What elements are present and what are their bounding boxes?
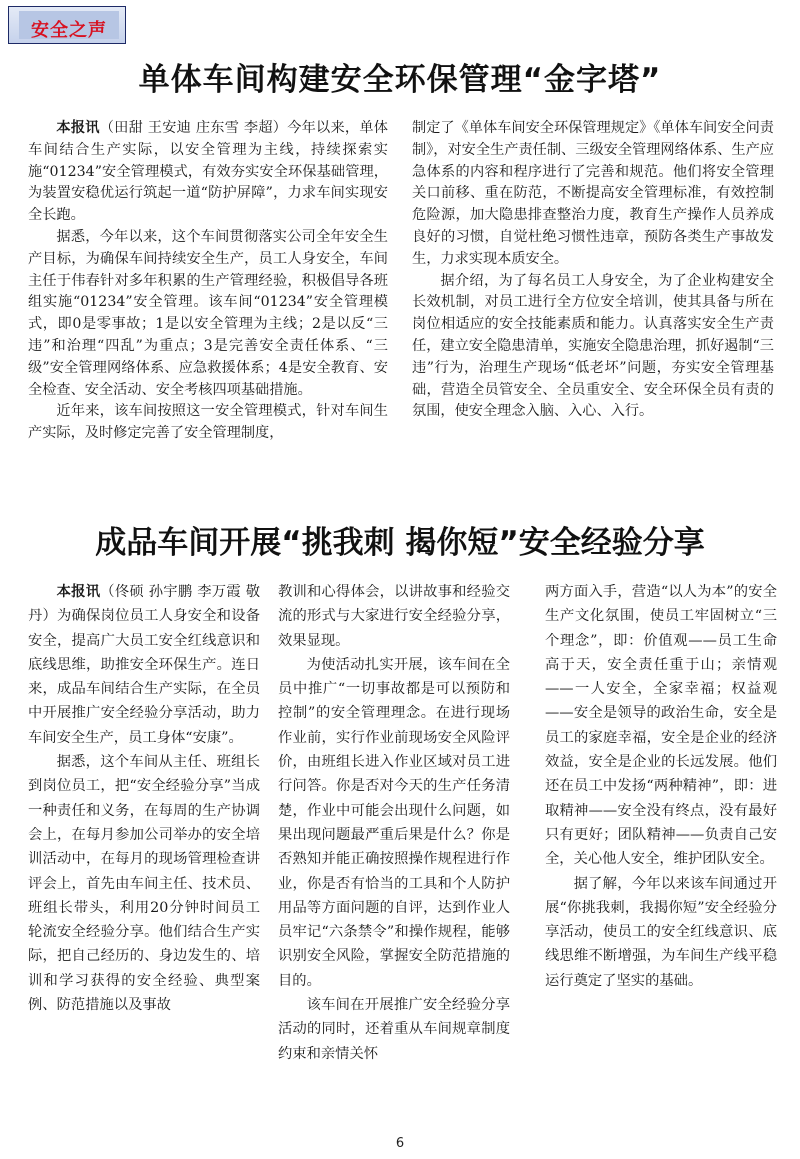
article2-title: 成品车间开展“挑我刺 揭你短”安全经验分享 — [95, 525, 705, 561]
article1-title: 单体车间构建安全环保管理“金字塔” — [138, 62, 662, 98]
page-number: 6 — [395, 1136, 405, 1151]
article1-column-right — [412, 118, 774, 423]
article1-byline: （田甜 王安迪 庄东雪 李超） — [99, 120, 288, 136]
article2-paragraph: 据悉，这个车间从主任、班组长到岗位员工，把“安全经验分享”当成一种责任和义务，在每周的生产协调会上，在每月参加公司举办的安全培训活动中，在每月的现场管理检查讲评会上，首先由车间主任、技术员、班组长带头，利用20分钟时间员工轮流安全经验分享。他们结合生产实际，把自己经历的、身边发生的、培训和学习获得的安全经验、典型案例、防范措施以及事故 — [28, 754, 260, 1014]
article1-paragraph: 本报讯（田甜 王安迪 庄东雪 李超）今年以来，单体车间结合生产实际，以安全管理为主线，持续探索实施“01234”安全管理模式，有效夯实安全环保基础管理，为装置安稳优运行筑起一道“防护屏障”，力求车间实现安全长跑。 — [28, 120, 388, 224]
article1-paragraph: 制定了《单体车间安全环保管理规定》《单体车间安全问责制》，对安全生产责任制、三级安全管理网络体系、生产应急体系的内容和程序进行了完善和规范。他们将安全管理关口前移、重在防范，不断提高安全管理标准，有效控制危险源，加大隐患排查整治力度，教育生产操作人员养成良好的习惯，自觉杜绝习惯性违章，预防各类生产事故发生，力求实现本质安全。 — [412, 120, 774, 267]
article2-byline: （佟硕 孙宇鹏 李万霞 敬丹） — [28, 584, 260, 625]
article2-paragraph: 教训和心得体会，以讲故事和经验交流的形式与大家进行安全经验分享，效果显现。 — [278, 584, 510, 649]
article2-paragraph: 本报讯（佟硕 孙宇鹏 李万霞 敬丹）为确保岗位员工人身安全和设备安全，提高广大员工安全红线意识和底线思维，助推安全环保生产。连日来，成品车间结合生产实际，在全员中开展推广安全经验分享活动，助力车间安全生产，员工身体“安康”。 — [28, 584, 261, 746]
article1-paragraph: 近年来，该车间按照这一安全管理模式，针对车间生产实际，及时修定完善了安全管理制度， — [28, 403, 388, 442]
article2-column-3 — [545, 580, 777, 993]
article2-column-2 — [278, 580, 510, 1066]
article1-column-left — [28, 118, 388, 445]
section-tag — [8, 6, 126, 44]
article2-paragraph: 据了解，今年以来该车间通过开展“你挑我刺，我揭你短”安全经验分享活动，使员工的安全红线意识、底线思维不断增强，为车间生产线平稳运行奠定了坚实的基础。 — [545, 875, 777, 989]
article1-lead: 本报讯 — [56, 120, 100, 136]
article2-paragraph: 该车间在开展推广安全经验分享活动的同时，还着重从车间规章制度约束和亲情关怀 — [278, 997, 510, 1062]
article2-column-1 — [28, 580, 260, 1017]
article2-paragraph: 两方面入手，营造“以人为本”的安全生产文化氛围，使员工牢固树立“三个理念”，即：价值观——员工生命高于天，安全责任重于山；亲情观——一人安全，全家幸福；权益观——安全是领导的政治生命，安全是员工的家庭幸福，安全是企业的经济效益，安全是企业的长远发展。他们还在员工中发扬“两种精神”，即：进取精神——安全没有终点，没有最好只有更好；团队精神——负责自己安全，关心他人安全，维护团队安全。 — [545, 584, 777, 868]
article1-paragraph: 据悉，今年以来，这个车间贯彻落实公司全年安全生产目标，为确保车间持续安全生产，员工人身安全，车间主任于伟春针对多年积累的生产管理经验，积极倡导各班组实施“01234”安全管理。该车间“01234”安全管理模式，即0是零事故；1是以安全管理为主线；2是以反“三违”和治理“四乱”为重点；3是完善安全责任体系、“三级”安全管理网络体系、应急救援体系；4是安全教育、安全检查、安全活动、安全考核四项基础措施。 — [28, 228, 388, 398]
article1-paragraph: 据介绍，为了每名员工人身安全，为了企业构建安全长效机制，对员工进行全方位安全培训，使其具备与所在岗位相适应的安全技能素质和能力。认真落实安全生产责任，建立安全隐患清单，实施安全隐患治理，抓好遏制“三违”行为，治理生产现场“低老坏”问题，夯实安全管理基础，营造全员管安全、全员重安全、安全环保全员有责的氛围，使安全理念入脑、入心、入行。 — [412, 272, 774, 420]
article2-paragraph: 为使活动扎实开展，该车间在全员中推广“一切事故都是可以预防和控制”的安全管理理念。在进行现场作业前，实行作业前现场安全风险评价，由班组长进入作业区域对员工进行问答。你是否对今天的生产任务清楚，作业中可能会出现什么问题，如果出现问题最严重后果是什么？你是否熟知并能正确按照操作规程进行作业，你是否有恰当的工具和个人防护用品等方面问题的自评，达到作业人员牢记“六条禁令”和操作规程，能够识别安全风险，掌握安全防范措施的目的。 — [278, 656, 510, 989]
article2-lead: 本报讯 — [56, 584, 101, 600]
section-tag-label: 安全之声 — [31, 20, 107, 41]
